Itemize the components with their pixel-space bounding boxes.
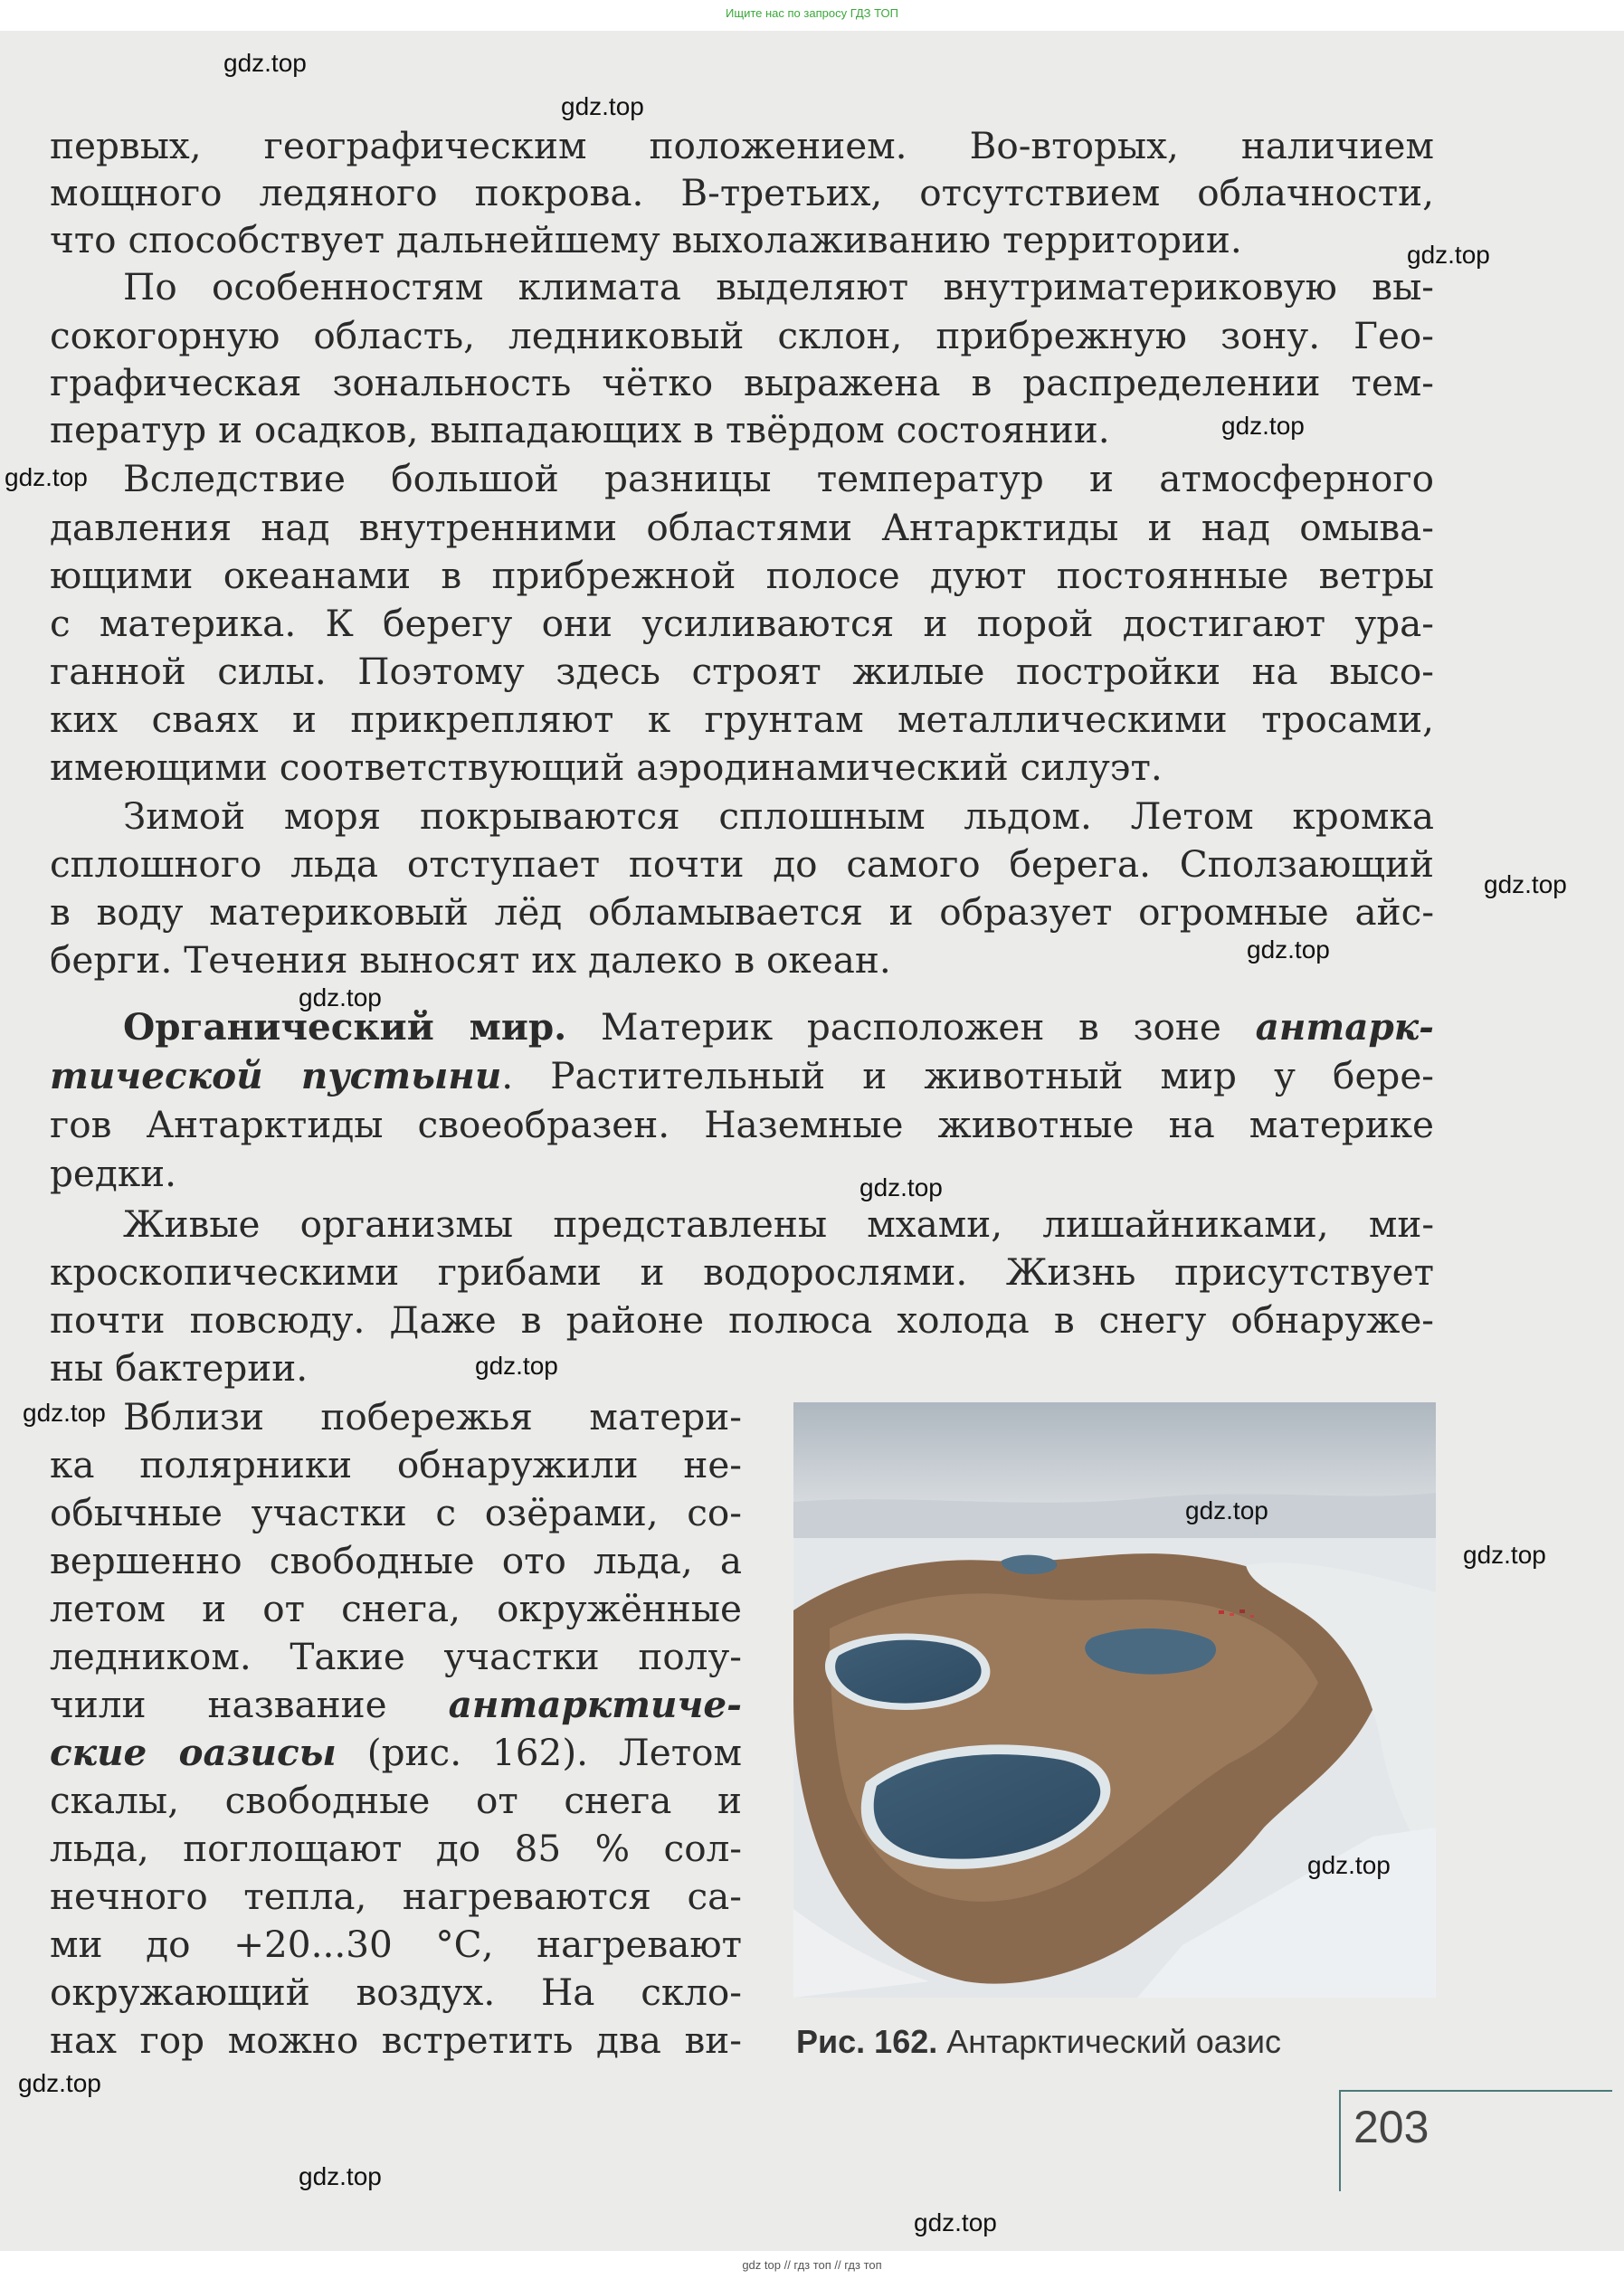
text-line: Живые организмы представлены мхами, лишайниками, ми- xyxy=(123,1202,1434,1246)
text-line: сплошного льда отступает почти до самого берега. Сползающий xyxy=(50,842,1434,886)
figure-caption xyxy=(796,2019,1281,2065)
text-line xyxy=(50,1053,1434,1098)
text-line: ператур и осадков, выпадающих в твёрдом состоянии. xyxy=(50,408,1110,451)
watermark: gdz.top xyxy=(5,463,88,491)
watermark: gdz.top xyxy=(1484,870,1567,898)
text-line: льда, поглощают до 85 % сол- xyxy=(50,1827,742,1870)
text-line: редки. xyxy=(50,1152,177,1195)
text-line: имеющими соответствующий аэродинамический силуэт. xyxy=(50,745,1163,789)
text-line: ющими океанами в прибрежной полосе дуют постоянные ветры xyxy=(50,554,1434,597)
watermark: gdz.top xyxy=(1307,1851,1391,1879)
text-line xyxy=(50,1682,742,1727)
text-line: почти повсюду. Даже в районе полюса холода в снегу обнаруже- xyxy=(50,1298,1434,1342)
watermark: gdz.top xyxy=(223,49,307,77)
text-line: гов Антарктиды своеобразен. Наземные животные на материке xyxy=(50,1103,1434,1146)
text-line: Вследствие большой разницы температур и атмосферного xyxy=(123,457,1434,500)
watermark: gdz.top xyxy=(475,1352,558,1380)
text-line: ледником. Такие участки полу- xyxy=(50,1635,742,1678)
oasis-photo xyxy=(793,1402,1436,1998)
text-line: давления над внутренними областями Антарктиды и над омыва- xyxy=(50,506,1434,549)
figure-label: Рис. 162. xyxy=(796,2023,938,2060)
page-number: 203 xyxy=(1353,2102,1429,2152)
text-line: По особенностям климата выделяют внутриматериковую вы- xyxy=(123,265,1434,309)
key-term: тической пустыни xyxy=(50,1054,502,1097)
watermark: gdz.top xyxy=(914,2208,997,2236)
text-line: графическая зональность чётко выражена в распределении тем- xyxy=(50,361,1434,404)
text-line: мощного ледяного покрова. В-третьих, отсутствием облачности, xyxy=(50,171,1434,214)
text-line: ганной силы. Поэтому здесь строят жилые постройки на высо- xyxy=(50,650,1434,693)
text-line: с материка. К берегу они усиливаются и порой достигают ура- xyxy=(50,602,1434,645)
watermark: gdz.top xyxy=(1221,412,1305,440)
text-line: ких сваях и прикрепляют к грунтам металлическими тросами, xyxy=(50,698,1434,741)
watermark: gdz.top xyxy=(299,2162,382,2190)
watermark: gdz.top xyxy=(1463,1541,1546,1569)
text-line: ка полярники обнаружили не- xyxy=(50,1443,742,1486)
key-term: антарк- xyxy=(1255,1005,1434,1049)
text-line: сокогорную область, ледниковый склон, прибрежную зону. Гео- xyxy=(50,314,1434,357)
text-line: обычные участки с озёрами, со- xyxy=(50,1491,742,1534)
section-heading: Органический мир. xyxy=(123,1005,567,1049)
watermark: gdz.top xyxy=(23,1399,106,1427)
text-line: Зимой моря покрываются сплошным льдом. Летом кромка xyxy=(123,794,1434,838)
watermark: gdz.top xyxy=(859,1173,943,1201)
figure-caption-text: Антарктический оазис xyxy=(937,2023,1282,2060)
text-line: скалы, свободные от снега и xyxy=(50,1779,742,1822)
text-line: окружающий воздух. На скло- xyxy=(50,1970,742,2014)
text-line: в воду материковый лёд обламывается и образует огромные айс- xyxy=(50,890,1434,934)
watermark: gdz.top xyxy=(1407,241,1490,269)
text-line xyxy=(50,1730,742,1775)
watermark: gdz.top xyxy=(18,2069,101,2097)
text-line: вершенно свободные ото льда, а xyxy=(50,1539,742,1582)
text-line: что способствует дальнейшему выхолаживанию территории. xyxy=(50,218,1242,261)
text-line: ми до +20...30 °С, нагревают xyxy=(50,1923,742,1966)
text-line: Вблизи побережья матери- xyxy=(123,1395,742,1439)
key-term: антарктиче- xyxy=(448,1683,742,1726)
text-line: летом и от снега, окружённые xyxy=(50,1587,742,1630)
top-banner: Ищите нас по запросу ГДЗ ТОП xyxy=(0,0,1624,31)
watermark: gdz.top xyxy=(561,92,644,120)
watermark: gdz.top xyxy=(1185,1496,1268,1524)
text-line: первых, географическим положением. Во-вторых, наличием xyxy=(50,124,1434,167)
watermark: gdz.top xyxy=(299,983,382,1011)
text-span: чили название xyxy=(50,1683,449,1726)
text-line: нах гор можно встретить два ви- xyxy=(50,2018,742,2062)
text-line: берги. Течения выносят их далеко в океан. xyxy=(50,938,891,982)
text-line: нечного тепла, нагреваются са- xyxy=(50,1875,742,1918)
text-span: Материк расположен в зоне xyxy=(566,1005,1256,1049)
key-term: ские оазисы xyxy=(50,1731,337,1774)
watermark: gdz.top xyxy=(1247,935,1330,964)
text-line: ны бактерии. xyxy=(50,1346,309,1390)
text-span: (рис. 162). Летом xyxy=(336,1731,742,1774)
bottom-banner: gdz top // гдз топ // гдз топ xyxy=(0,2251,1624,2279)
text-line: кроскопическими грибами и водорослями. Жизнь присутствует xyxy=(50,1250,1434,1294)
text-span: . Растительный и животный мир у бере- xyxy=(501,1054,1434,1097)
